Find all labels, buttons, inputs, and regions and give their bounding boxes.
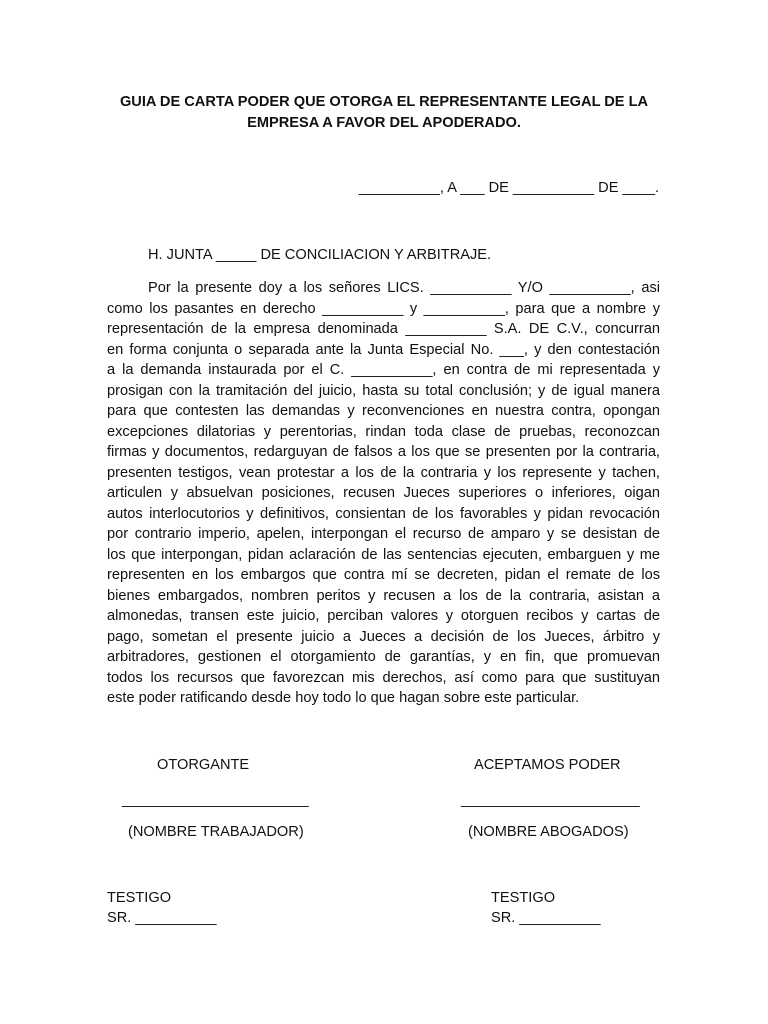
body-line: por contrario imperio, apelen, interpongan el recurso de amparo y se desistan de — [107, 526, 660, 542]
body-line: presenten testigos, vean protestar a los de la contraria y los represente y tachen, — [107, 464, 660, 481]
body-line: bienes embargados, nombren peritos y recusen a los de la contraria, asistan a — [107, 587, 660, 604]
body-line: para que contesten las demandas y reconvenciones en nuestra contra, opongan — [107, 403, 660, 419]
body-line: arbitradores, gestionen el otorgamiento de garantías, y en fin, que promuevan — [107, 649, 660, 665]
title-line-1: GUIA DE CARTA PODER QUE OTORGA EL REPRESENTANTE LEGAL DE LA — [119, 94, 649, 110]
body-line: este poder ratificando desde hoy todo lo que hagan sobre este particular. — [107, 690, 580, 706]
body-line: como los pasantes en derecho __________ y __________, para que a nombre y — [107, 300, 660, 317]
body-line: todos los recursos que favorezcan mis derechos, así como para que sustituyan — [107, 669, 660, 686]
body-line: en forma conjunta o separada ante la Junta Especial No. ___, y den contestación — [107, 341, 660, 358]
body-line: excepciones dilatorias y perentorias, rindan toda clase de pruebas, reconozcan — [107, 423, 660, 440]
body-line: firmas y documentos, redarguyan de falsos a los que se presenten por la contraria, — [107, 444, 660, 460]
body-paragraph — [107, 278, 660, 709]
body-line: representen en los embargos que contra mí se decreten, pidan el remate de los — [107, 567, 660, 583]
witness-left-label: TESTIGO — [107, 890, 172, 906]
date-line: __________, A ___ DE __________ DE ____. — [358, 180, 659, 196]
grantor-signature-line: _______________________ — [122, 792, 309, 808]
body-line: Por la presente doy a los señores LICS. __________ Y/O __________, asi — [148, 280, 660, 296]
witness-right-label: TESTIGO — [491, 890, 556, 906]
body-line: prosigan con la tramitación del juicio, hasta su total conclusión; y de igual manera — [107, 382, 660, 399]
document-title — [80, 92, 688, 133]
lawyers-name-label: (NOMBRE ABOGADOS) — [468, 824, 629, 840]
lawyers-signature-line: ______________________ — [461, 792, 640, 808]
accept-power-heading: ACEPTAMOS PODER — [474, 757, 621, 773]
grantor-heading: OTORGANTE — [157, 757, 250, 773]
grantor-name-label: (NOMBRE TRABAJADOR) — [128, 824, 304, 840]
title-line-2: EMPRESA A FAVOR DEL APODERADO. — [247, 114, 521, 131]
body-line: pago, sometan el presente juicio a Jueces a decisión de los Jueces, árbitro y — [107, 628, 660, 645]
body-line: autos interlocutorios y definitivos, consientan de los favorables y pidan revocación — [107, 505, 660, 522]
body-line: representación de la empresa denominada __________ S.A. DE C.V., concurran — [107, 321, 660, 337]
body-line: los que interpongan, pidan aclaración de las sentencias ejecuten, embarguen y me — [107, 546, 660, 563]
body-line: articulen y absuelvan posiciones, recusen Jueces superiores o inferiores, oigan — [107, 485, 660, 501]
addressee: H. JUNTA _____ DE CONCILIACION Y ARBITRAJE. — [148, 247, 492, 263]
witness-left-name-line: SR. __________ — [107, 910, 217, 926]
body-line: almonedas, transen este juicio, perciban valores y otorguen recibos y cartas de — [107, 608, 660, 624]
body-line: a la demanda instaurada por el C. __________, en contra de mi representada y — [107, 362, 660, 378]
witness-right-name-line: SR. __________ — [491, 910, 601, 926]
